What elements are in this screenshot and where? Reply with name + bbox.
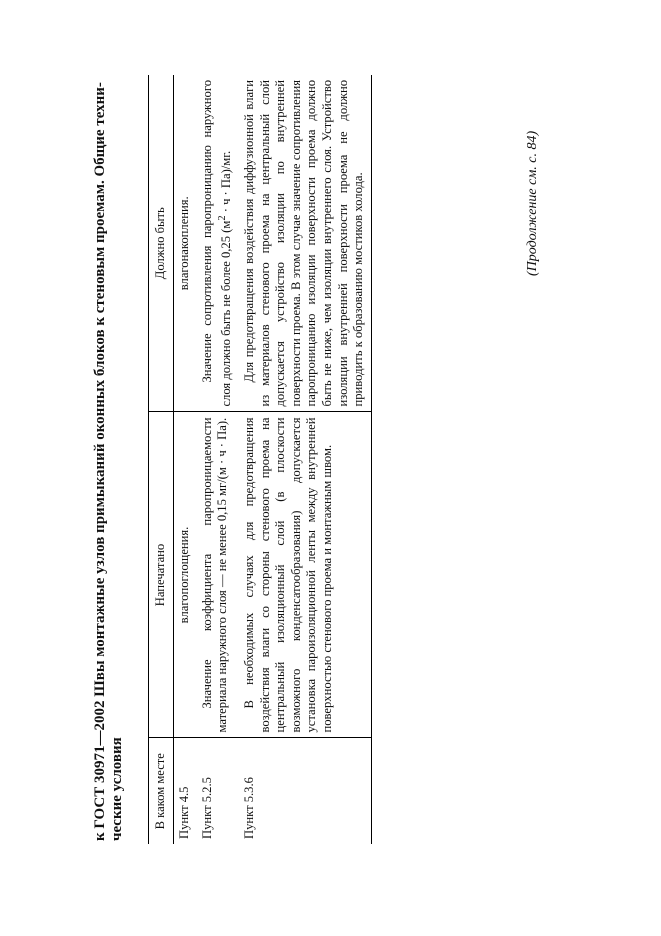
superscript-exponent: 2	[217, 215, 229, 221]
column-header-printed: Напечатано	[149, 412, 174, 738]
corrections-table	[148, 75, 372, 844]
table-row	[174, 75, 197, 844]
header-line-2: ческие условия	[109, 737, 125, 841]
cell-printed: В необходимых случаях для предотвращения воздействия влаги со стороны стенового проема на центральный изоляционный слой (в плоскости возможного конденсатообразования) допускается установка пароизоляционной ленты между внутренней поверхностью стенового проема и монтажным швом.	[239, 412, 371, 738]
continuation-note: (Продолжение см. с. 84)	[525, 130, 540, 276]
table-row	[239, 75, 371, 844]
cell-printed: Значение коэффициента паропроницаемости материала наружного слоя — не менее 0,15 мг/(м · ч · Па).	[197, 412, 239, 738]
table-row	[197, 75, 239, 844]
should-be-text-end: · ч · Па)/мг.	[219, 150, 234, 216]
document-header	[92, 81, 126, 841]
cell-place: Пункт 4.5	[177, 786, 191, 839]
header-line-1: к ГОСТ 30971—2002 Швы монтажные узлов примыканий оконных блоков к стеновым проемам. Общие техни-	[92, 82, 108, 841]
cell-should-be: Для предотвращения воздействия диффузионной влаги из материалов стенового проема на центральный слой допускается устройство изоляции по внутренней поверхности проема. В этом случае значение сопротивления паропроницанию изоляции поверхности проема должно быть не ниже, чем изоляции внутреннего слоя. Устройство изоляции внутренней поверхности проема не должно приводить к образованию мостиков холода.	[239, 75, 371, 412]
cell-place: Пункт 5.2.5	[199, 777, 214, 839]
table-header-row	[149, 75, 174, 844]
cell-should-be	[197, 75, 239, 412]
should-be-text-start: Значение сопротивления паропроницанию наружного слоя должно быть не более 0,25 (м	[199, 80, 234, 407]
column-header-place: В каком месте	[149, 738, 174, 844]
column-header-should-be: Должно быть	[149, 75, 174, 412]
cell-place: Пункт 5.3.6	[241, 777, 256, 839]
cell-printed: влагопоглощения.	[174, 412, 197, 738]
cell-should-be: влагонакопления.	[174, 75, 197, 412]
